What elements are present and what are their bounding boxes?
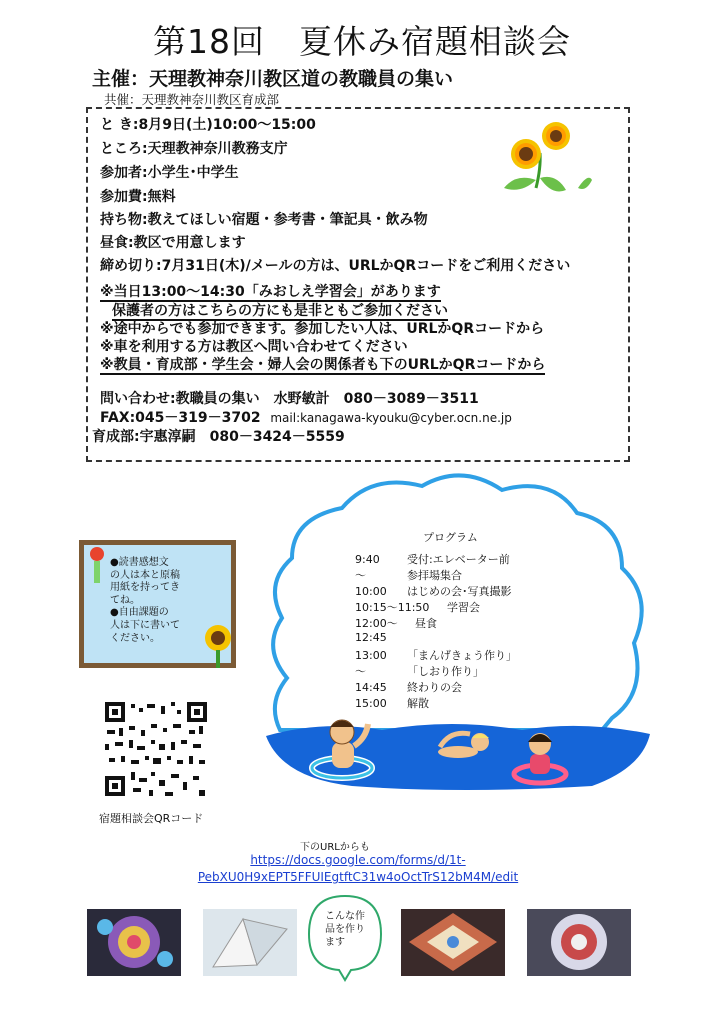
note-4 [100, 354, 545, 374]
program-row [355, 551, 510, 567]
program-row [355, 567, 462, 583]
sunflower-illustration [496, 118, 596, 198]
program-activity: 終わりの会 [407, 681, 462, 694]
wind-chime-icon [86, 544, 108, 594]
page-title: 第18回 夏休み宿題相談会 [153, 22, 571, 61]
detail-deadline: 締め切り:7月31日(木)/メールの方は、URLかQRコードをご利用ください [100, 258, 571, 274]
program-activity: 解散 [407, 697, 429, 710]
qr-code[interactable] [103, 700, 209, 798]
program-row [355, 615, 437, 631]
swimmer-crawl-icon [438, 733, 489, 758]
memo-sunflower-icon [200, 620, 236, 668]
note-4-text: ※教員・育成部・学生会・婦人会の関係者も下のURLかQRコードから [100, 357, 546, 373]
program-activity: はじめの会･写真撮影 [407, 585, 512, 598]
sunflower-icon [504, 122, 592, 192]
note-1b-text: 保護者の方はこちらの方にも是非ともご参加ください [112, 303, 448, 319]
memo-line: 用紙を持ってき [110, 582, 180, 594]
form-link[interactable] [188, 852, 528, 886]
kaleidoscope-photo-3 [527, 909, 631, 976]
memo-line: ください。 [110, 632, 160, 644]
program-activity: 「しおり作り」 [407, 665, 484, 678]
note-1-text: ※当日13:00～14:30「みおしえ学習会」があります [100, 284, 441, 300]
detail-fee: 参加費:無料 [100, 189, 176, 205]
detail-lunch: 昼食:教区で用意します [100, 235, 246, 251]
contact-mail[interactable]: mail:kanagawa-kyouku@cyber.ocn.ne.jp [270, 411, 512, 425]
kaleidoscope-photo-1 [87, 909, 181, 976]
note-1 [100, 281, 441, 301]
detail-belongings: 持ち物:教えてほしい宿題・参考書・筆記具・飲み物 [100, 212, 428, 228]
note-3: ※車を利用する方は教区へ問い合わせてください [100, 339, 408, 355]
program-activity: 受付:エレベーター前 [407, 553, 510, 566]
program-time: 14:45 [355, 681, 387, 694]
bubble-line: こんな作 [325, 911, 365, 922]
detail-participants: 参加者:小学生･中学生 [100, 165, 239, 181]
program-row [355, 695, 429, 711]
memo-line: ●自由課題の [110, 607, 169, 619]
contact-fax-line [100, 407, 512, 427]
swimmers-illustration [300, 712, 590, 792]
program-time: ～ [355, 569, 366, 582]
contact-inquiry: 問い合わせ:教職員の集い 水野敏計 080－3089－3511 [100, 391, 479, 407]
bubble-text [325, 910, 371, 949]
program-time: 13:00 [355, 649, 387, 662]
contact-ikusei: 育成部:宇惠淳嗣 080－3424－5559 [92, 429, 345, 445]
bookmark-photo [203, 909, 297, 976]
bubble-line: 品を作り [325, 924, 365, 935]
detail-date: と き:8月9日(土)10:00～15:00 [100, 117, 316, 133]
bubble-line: ます [325, 937, 345, 948]
url-intro: 下のURLからも [300, 842, 370, 853]
memo-line: の人は本と原稿 [110, 569, 180, 581]
form-link-line-2[interactable]: PebXU0H9xEPT5FFUIEgtftC31w4oOctTrS12bM4M/edit [197, 870, 519, 884]
program-time: 10:00 [355, 585, 387, 598]
program-activity: 「まんげきょう作り」 [407, 649, 517, 662]
memo-line: ●読書感想文 [110, 557, 169, 568]
program-time: 15:00 [355, 697, 387, 710]
kaleidoscope-photo-2 [401, 909, 505, 976]
program-activity: 参拝場集合 [407, 569, 462, 582]
memo-text [110, 557, 190, 645]
program-time: 9:40 [355, 553, 380, 566]
detail-place: ところ:天理教神奈川教務支庁 [100, 141, 288, 157]
program-time: ～ [355, 665, 366, 678]
program-time: 10:15～11:50 [355, 601, 430, 614]
program-title: プログラム [423, 531, 478, 544]
program-row [355, 599, 480, 615]
memo-line: てね。 [110, 594, 140, 606]
organizer: 主催：天理教神奈川教区道の教職員の集い [92, 68, 454, 90]
form-link-line-1[interactable]: https://docs.google.com/forms/d/1t- [250, 853, 466, 867]
qr-caption: 宿題相談会QRコード [99, 812, 204, 825]
program-row [355, 663, 484, 679]
program-activity: 学習会 [447, 601, 480, 614]
note-1b [112, 300, 448, 320]
program-row [355, 647, 517, 663]
program-row [355, 583, 512, 599]
swimmer-girl-icon [514, 733, 566, 783]
co-organizer: 共催：天理教神奈川教区育成部 [104, 92, 280, 107]
contact-fax: FAX:045－319－3702 [100, 410, 261, 426]
program-activity: 昼食 [415, 617, 437, 630]
swimmer-boy-icon [312, 720, 372, 778]
note-2: ※途中からでも参加できます。参加したい人は、URLかQRコードから [100, 321, 545, 337]
program-time: 12:45 [355, 631, 387, 644]
memo-line: 人は下に書いて [110, 619, 180, 631]
program-row [355, 679, 462, 695]
program-time: 12:00～ [355, 617, 398, 630]
program-row [355, 631, 407, 644]
